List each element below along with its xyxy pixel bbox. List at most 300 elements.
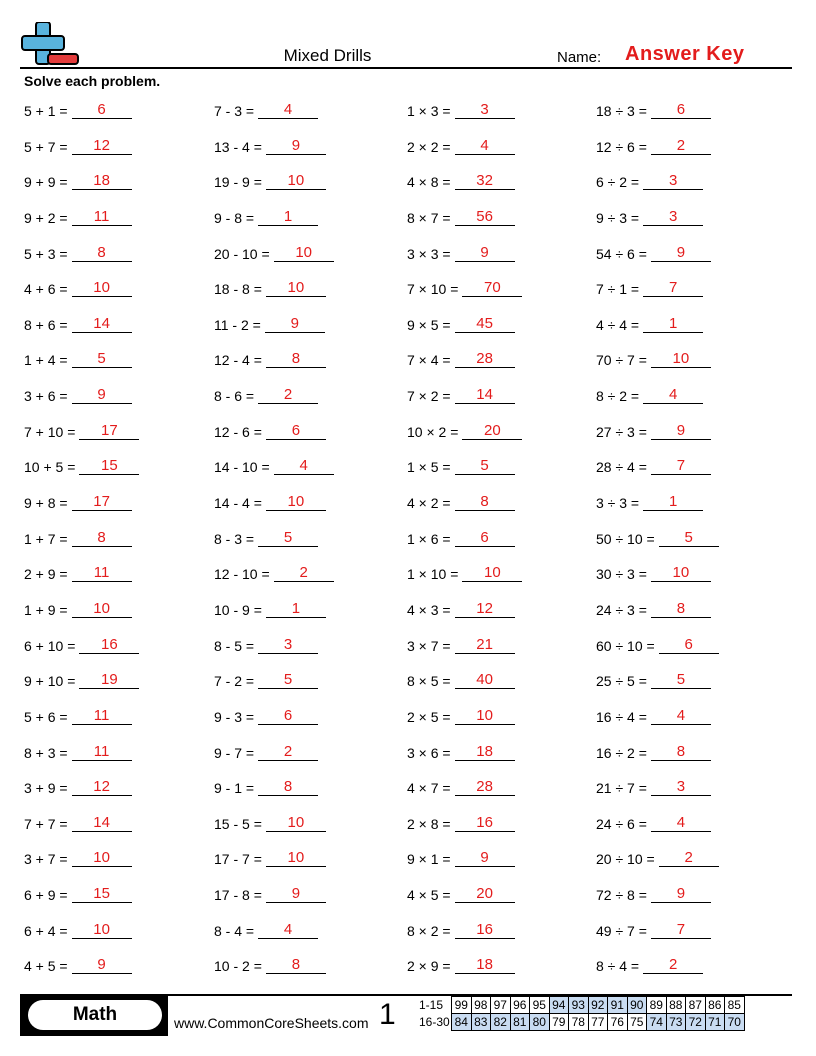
score-cell: 79 xyxy=(549,1014,569,1031)
answer-blank[interactable]: 20 xyxy=(455,885,515,903)
score-cell: 73 xyxy=(666,1014,686,1031)
problem-question: 16 ÷ 2 = xyxy=(596,744,647,761)
problem-question: 4 × 7 = xyxy=(407,780,451,797)
answer-blank[interactable]: 10 xyxy=(266,493,326,511)
score-row-label: 16-30 xyxy=(419,1015,450,1029)
problem-row xyxy=(0,592,816,628)
problem-question: 1 + 7 = xyxy=(24,530,68,547)
problem xyxy=(407,350,515,368)
problem xyxy=(407,386,515,404)
problem xyxy=(214,244,334,262)
problem-question: 25 ÷ 5 = xyxy=(596,673,647,690)
answer-blank[interactable]: 4 xyxy=(258,921,318,939)
answer-blank[interactable]: 9 xyxy=(651,422,711,440)
score-table xyxy=(417,996,745,1031)
problem-question: 27 ÷ 3 = xyxy=(596,423,647,440)
name-label: Name: xyxy=(557,49,602,66)
problem-question: 2 × 2 = xyxy=(407,138,451,155)
problem-row xyxy=(0,93,816,129)
problem-question: 7 + 7 = xyxy=(24,815,68,832)
problem-row xyxy=(0,770,816,806)
problem-row xyxy=(0,307,816,343)
header-divider xyxy=(20,67,792,69)
problem-question: 8 × 7 = xyxy=(407,209,451,226)
answer-blank[interactable]: 17 xyxy=(79,422,139,440)
problem xyxy=(24,921,132,939)
answer-blank[interactable]: 45 xyxy=(455,315,515,333)
problem xyxy=(214,386,318,404)
answer-blank[interactable]: 9 xyxy=(72,386,132,404)
problem-question: 50 ÷ 10 = xyxy=(596,530,655,547)
problem-question: 12 - 10 = xyxy=(214,566,270,583)
answer-blank[interactable]: 16 xyxy=(455,814,515,832)
problem-question: 30 ÷ 3 = xyxy=(596,566,647,583)
problem xyxy=(407,315,515,333)
problem-question: 20 ÷ 10 = xyxy=(596,851,655,868)
problem-question: 9 × 1 = xyxy=(407,851,451,868)
score-cell: 88 xyxy=(666,997,686,1014)
score-cell: 76 xyxy=(608,1014,628,1031)
subject-label: Math xyxy=(28,1000,162,1030)
problem-row xyxy=(0,877,816,913)
answer-blank[interactable]: 8 xyxy=(651,743,711,761)
score-cell: 96 xyxy=(510,997,530,1014)
problem xyxy=(407,885,515,903)
problem xyxy=(596,814,711,832)
problem-row xyxy=(0,378,816,414)
answer-blank[interactable]: 1 xyxy=(266,600,326,618)
answer-blank[interactable]: 9 xyxy=(455,849,515,867)
problem xyxy=(407,564,522,582)
problem xyxy=(407,208,515,226)
problem xyxy=(596,885,711,903)
problem-question: 8 - 4 = xyxy=(214,922,255,939)
problem-question: 5 + 1 = xyxy=(24,103,68,119)
problem-question: 17 - 7 = xyxy=(214,851,262,868)
problem-question: 8 ÷ 2 = xyxy=(596,388,640,405)
answer-blank[interactable]: 10 xyxy=(72,279,132,297)
answer-blank[interactable]: 4 xyxy=(455,137,515,155)
answer-blank[interactable]: 21 xyxy=(455,636,515,654)
problem xyxy=(596,743,711,761)
problem xyxy=(24,137,132,155)
problem xyxy=(24,636,139,654)
problem xyxy=(214,315,325,333)
answer-blank[interactable]: 56 xyxy=(455,208,515,226)
problem-question: 12 - 4 = xyxy=(214,352,262,369)
problem-row xyxy=(0,200,816,236)
score-cell: 74 xyxy=(647,1014,667,1031)
answer-blank[interactable]: 2 xyxy=(258,743,318,761)
problem xyxy=(24,315,132,333)
answer-blank[interactable]: 1 xyxy=(643,315,703,333)
answer-blank[interactable]: 8 xyxy=(266,956,326,974)
problem xyxy=(24,101,132,119)
answer-blank[interactable]: 8 xyxy=(455,493,515,511)
problem xyxy=(214,457,334,475)
answer-blank[interactable]: 9 xyxy=(651,244,711,262)
answer-blank[interactable]: 10 xyxy=(462,564,522,582)
problem xyxy=(596,956,703,974)
problem-row xyxy=(0,806,816,842)
answer-blank[interactable]: 10 xyxy=(266,814,326,832)
problem xyxy=(407,814,515,832)
problem xyxy=(214,814,326,832)
problem-row xyxy=(0,485,816,521)
problem-question: 4 × 2 = xyxy=(407,495,451,512)
page-title: Mixed Drills xyxy=(283,46,372,65)
answer-blank[interactable]: 19 xyxy=(79,671,139,689)
answer-blank[interactable]: 16 xyxy=(455,921,515,939)
answer-blank[interactable]: 32 xyxy=(455,172,515,190)
problem-question: 5 + 6 = xyxy=(24,708,68,725)
problem-question: 10 - 9 = xyxy=(214,601,262,618)
answer-blank[interactable]: 3 xyxy=(258,636,318,654)
problem-question: 6 ÷ 2 = xyxy=(596,174,640,191)
problem xyxy=(214,600,326,618)
answer-blank[interactable]: 2 xyxy=(643,956,703,974)
problem xyxy=(214,778,318,796)
problem-question: 60 ÷ 10 = xyxy=(596,637,655,654)
answer-blank[interactable]: 10 xyxy=(651,350,711,368)
score-row xyxy=(417,1014,744,1031)
problem-row xyxy=(0,164,816,200)
score-cell: 93 xyxy=(569,997,589,1014)
problem-question: 4 × 5 = xyxy=(407,887,451,904)
answer-blank[interactable]: 11 xyxy=(72,564,132,582)
answer-blank[interactable]: 5 xyxy=(659,529,719,547)
answer-blank[interactable]: 6 xyxy=(659,636,719,654)
problem-question: 2 × 9 = xyxy=(407,958,451,975)
problem-row xyxy=(0,449,816,485)
problem xyxy=(407,671,515,689)
problem-question: 9 - 1 = xyxy=(214,780,255,797)
problem-question: 3 × 6 = xyxy=(407,744,451,761)
problem-question: 4 × 8 = xyxy=(407,174,451,191)
answer-blank[interactable]: 10 xyxy=(274,244,334,262)
answer-blank[interactable]: 28 xyxy=(455,778,515,796)
answer-blank[interactable]: 9 xyxy=(651,885,711,903)
problem xyxy=(24,885,132,903)
problem-question: 1 × 10 = xyxy=(407,566,459,583)
problem-question: 9 - 3 = xyxy=(214,708,255,725)
answer-blank[interactable]: 2 xyxy=(651,137,711,155)
answer-blank[interactable]: 8 xyxy=(72,529,132,547)
problem xyxy=(24,671,139,689)
problem xyxy=(596,529,719,547)
problem xyxy=(24,350,132,368)
problem xyxy=(596,422,711,440)
answer-blank[interactable]: 5 xyxy=(651,671,711,689)
problem xyxy=(407,636,515,654)
answer-blank[interactable]: 28 xyxy=(455,350,515,368)
answer-blank[interactable]: 4 xyxy=(274,457,334,475)
problem-row xyxy=(0,521,816,557)
problem xyxy=(24,814,132,832)
problem xyxy=(214,564,334,582)
answer-blank[interactable]: 14 xyxy=(455,386,515,404)
answer-blank[interactable]: 11 xyxy=(72,707,132,725)
answer-blank[interactable]: 70 xyxy=(462,279,522,297)
problem-question: 9 + 8 = xyxy=(24,495,68,512)
answer-blank[interactable]: 10 xyxy=(72,600,132,618)
problem xyxy=(596,849,719,867)
problem-question: 9 - 8 = xyxy=(214,209,255,226)
problem xyxy=(24,208,132,226)
problem xyxy=(24,743,132,761)
answer-blank[interactable]: 6 xyxy=(72,101,132,119)
answer-blank[interactable]: 2 xyxy=(659,849,719,867)
score-cell: 70 xyxy=(725,1014,745,1031)
answer-blank[interactable]: 5 xyxy=(72,350,132,368)
score-row-label: 1-15 xyxy=(419,998,444,1012)
problem-question: 9 - 7 = xyxy=(214,744,255,761)
problem-question: 3 + 7 = xyxy=(24,851,68,868)
problem-question: 24 ÷ 6 = xyxy=(596,815,647,832)
answer-blank[interactable]: 10 xyxy=(266,279,326,297)
problem xyxy=(596,279,703,297)
problem xyxy=(214,172,326,190)
problem-question: 18 ÷ 3 = xyxy=(596,103,647,119)
answer-blank[interactable]: 4 xyxy=(651,707,711,725)
answer-blank[interactable]: 4 xyxy=(651,814,711,832)
score-cell: 84 xyxy=(452,1014,472,1031)
answer-blank[interactable]: 8 xyxy=(266,350,326,368)
answer-blank[interactable]: 7 xyxy=(643,279,703,297)
answer-blank[interactable]: 12 xyxy=(455,600,515,618)
answer-blank[interactable]: 1 xyxy=(258,208,318,226)
problem-question: 8 - 6 = xyxy=(214,388,255,405)
problem xyxy=(214,921,318,939)
problem xyxy=(214,636,318,654)
answer-blank[interactable]: 9 xyxy=(266,885,326,903)
problem-row xyxy=(0,663,816,699)
problem-question: 4 + 6 = xyxy=(24,281,68,298)
answer-blank[interactable]: 3 xyxy=(651,778,711,796)
problem-question: 7 × 10 = xyxy=(407,281,459,298)
problem xyxy=(24,564,132,582)
answer-blank[interactable]: 6 xyxy=(266,422,326,440)
answer-blank[interactable]: 8 xyxy=(651,600,711,618)
problem-question: 13 - 4 = xyxy=(214,138,262,155)
answer-blank[interactable]: 20 xyxy=(462,422,522,440)
problem-question: 7 - 3 = xyxy=(214,103,255,119)
problem-row xyxy=(0,129,816,165)
score-row xyxy=(417,997,744,1014)
problem xyxy=(407,743,515,761)
problem xyxy=(407,529,515,547)
answer-blank[interactable]: 4 xyxy=(258,101,318,119)
problem-question: 20 - 10 = xyxy=(214,245,270,262)
answer-blank[interactable]: 5 xyxy=(258,671,318,689)
problem-row xyxy=(0,342,816,378)
problem xyxy=(214,885,326,903)
answer-blank[interactable]: 10 xyxy=(72,921,132,939)
problem-question: 8 + 6 = xyxy=(24,316,68,333)
problem-question: 7 × 4 = xyxy=(407,352,451,369)
answer-blank[interactable]: 10 xyxy=(266,172,326,190)
problem-row xyxy=(0,236,816,272)
answer-blank[interactable]: 10 xyxy=(455,707,515,725)
problem-row xyxy=(0,414,816,450)
answer-blank[interactable]: 3 xyxy=(643,172,703,190)
answer-blank[interactable]: 9 xyxy=(455,244,515,262)
problem xyxy=(407,279,522,297)
answer-blank[interactable]: 10 xyxy=(651,564,711,582)
problem-question: 3 × 7 = xyxy=(407,637,451,654)
problem-question: 8 ÷ 4 = xyxy=(596,958,640,975)
problem xyxy=(407,778,515,796)
problem-question: 14 - 10 = xyxy=(214,459,270,476)
answer-blank[interactable]: 11 xyxy=(72,743,132,761)
answer-blank[interactable]: 18 xyxy=(72,172,132,190)
problem xyxy=(407,600,515,618)
score-cell: 86 xyxy=(705,997,725,1014)
problem xyxy=(24,529,132,547)
problem xyxy=(596,386,703,404)
problem-question: 10 - 2 = xyxy=(214,958,262,975)
problem xyxy=(214,208,318,226)
problem-row xyxy=(0,628,816,664)
problem xyxy=(214,956,326,974)
problem xyxy=(596,707,711,725)
problem xyxy=(407,137,515,155)
problem-question: 8 - 5 = xyxy=(214,637,255,654)
problem-row xyxy=(0,699,816,735)
answer-blank[interactable]: 10 xyxy=(266,849,326,867)
problem xyxy=(24,279,132,297)
problem xyxy=(596,564,711,582)
problem xyxy=(24,778,132,796)
problem xyxy=(596,244,711,262)
score-cell: 81 xyxy=(510,1014,530,1031)
problem xyxy=(214,493,326,511)
answer-blank[interactable]: 18 xyxy=(455,956,515,974)
answer-blank[interactable]: 12 xyxy=(72,778,132,796)
problem xyxy=(596,457,711,475)
problem-question: 15 - 5 = xyxy=(214,815,262,832)
problem-row xyxy=(0,556,816,592)
answer-blank[interactable]: 14 xyxy=(72,814,132,832)
answer-blank[interactable]: 7 xyxy=(651,457,711,475)
problem xyxy=(407,244,515,262)
answer-blank[interactable]: 6 xyxy=(455,529,515,547)
answer-blank[interactable]: 7 xyxy=(651,921,711,939)
answer-blank[interactable]: 14 xyxy=(72,315,132,333)
problem-question: 1 × 5 = xyxy=(407,459,451,476)
score-cell: 98 xyxy=(471,997,491,1014)
problem xyxy=(24,600,132,618)
problem xyxy=(214,350,326,368)
answer-blank[interactable]: 9 xyxy=(72,956,132,974)
problem xyxy=(214,849,326,867)
problem-question: 17 - 8 = xyxy=(214,887,262,904)
answer-blank[interactable]: 1 xyxy=(643,493,703,511)
score-cell: 94 xyxy=(549,997,569,1014)
problem xyxy=(407,956,515,974)
problem-question: 8 × 2 = xyxy=(407,922,451,939)
problem xyxy=(596,671,711,689)
problem xyxy=(214,671,318,689)
problem-question: 18 - 8 = xyxy=(214,281,262,298)
answer-blank[interactable]: 6 xyxy=(651,101,711,119)
problem xyxy=(214,137,326,155)
answer-blank[interactable]: 17 xyxy=(72,493,132,511)
problem xyxy=(24,956,132,974)
answer-blank[interactable]: 16 xyxy=(79,636,139,654)
answer-blank[interactable]: 3 xyxy=(455,101,515,119)
problem-question: 49 ÷ 7 = xyxy=(596,922,647,939)
answer-blank[interactable]: 9 xyxy=(266,137,326,155)
answer-blank[interactable]: 40 xyxy=(455,671,515,689)
problem xyxy=(214,101,318,119)
answer-blank[interactable]: 4 xyxy=(643,386,703,404)
problem xyxy=(214,707,318,725)
problem-question: 11 - 2 = xyxy=(214,316,261,333)
problem-question: 9 + 2 = xyxy=(24,209,68,226)
answer-blank[interactable]: 11 xyxy=(72,208,132,226)
answer-blank[interactable]: 9 xyxy=(265,315,325,333)
problem-question: 7 - 2 = xyxy=(214,673,255,690)
problem-question: 1 × 6 = xyxy=(407,530,451,547)
answer-blank[interactable]: 10 xyxy=(72,849,132,867)
problem xyxy=(214,279,326,297)
answer-blank[interactable]: 6 xyxy=(258,707,318,725)
score-cell: 99 xyxy=(452,997,472,1014)
answer-blank[interactable]: 2 xyxy=(258,386,318,404)
answer-blank[interactable]: 15 xyxy=(79,457,139,475)
problem-question: 12 ÷ 6 = xyxy=(596,138,647,155)
answer-blank[interactable]: 2 xyxy=(274,564,334,582)
answer-blank[interactable]: 8 xyxy=(258,778,318,796)
problem-question: 3 + 6 = xyxy=(24,388,68,405)
problem-question: 3 × 3 = xyxy=(407,245,451,262)
problem-question: 54 ÷ 6 = xyxy=(596,245,647,262)
problem-question: 7 ÷ 1 = xyxy=(596,281,640,298)
problem xyxy=(596,493,703,511)
problem xyxy=(24,244,132,262)
score-cell: 89 xyxy=(647,997,667,1014)
problem-grid xyxy=(0,93,816,984)
answer-blank[interactable]: 3 xyxy=(643,208,703,226)
problem-question: 6 + 4 = xyxy=(24,922,68,939)
problem-question: 5 + 3 = xyxy=(24,245,68,262)
answer-blank[interactable]: 18 xyxy=(455,743,515,761)
problem-question: 3 + 9 = xyxy=(24,780,68,797)
problem-question: 2 × 8 = xyxy=(407,815,451,832)
problem-question: 9 ÷ 3 = xyxy=(596,209,640,226)
score-cell: 75 xyxy=(627,1014,647,1031)
problem xyxy=(407,172,515,190)
problem xyxy=(596,778,711,796)
answer-blank[interactable]: 8 xyxy=(72,244,132,262)
problem-question: 21 ÷ 7 = xyxy=(596,780,647,797)
answer-blank[interactable]: 15 xyxy=(72,885,132,903)
problem-question: 4 × 3 = xyxy=(407,601,451,618)
problem xyxy=(596,315,703,333)
problem xyxy=(596,208,703,226)
score-cell: 91 xyxy=(608,997,628,1014)
answer-blank[interactable]: 12 xyxy=(72,137,132,155)
website-text: www.CommonCoreSheets.com xyxy=(174,1015,369,1031)
problem-question: 6 + 10 = xyxy=(24,637,76,654)
problem-question: 6 + 9 = xyxy=(24,887,68,904)
answer-blank[interactable]: 5 xyxy=(258,529,318,547)
problem xyxy=(407,921,515,939)
problem xyxy=(24,457,139,475)
answer-blank[interactable]: 5 xyxy=(455,457,515,475)
problem-question: 2 + 9 = xyxy=(24,566,68,583)
